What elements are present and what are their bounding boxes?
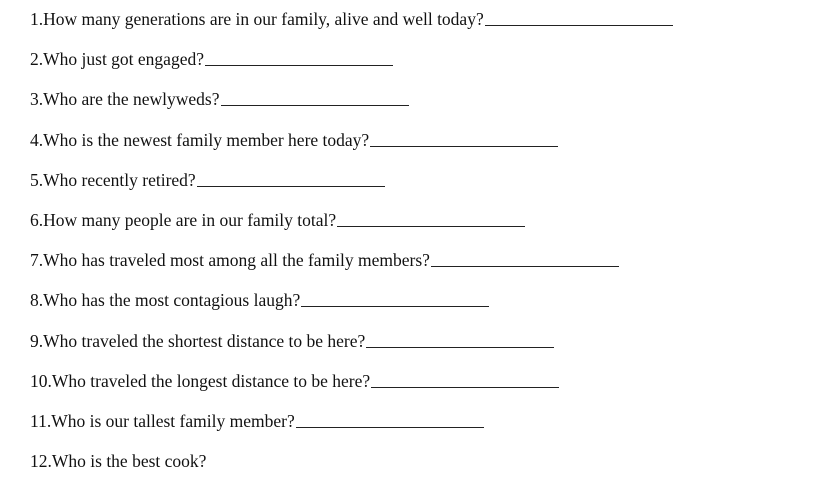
question-number: 11.	[30, 410, 52, 431]
question-item	[30, 87, 673, 127]
question-text: Who traveled the longest distance to be here?	[51, 370, 371, 391]
question-text: How many generations are in our family, alive and well today?	[43, 9, 484, 29]
question-item	[30, 208, 673, 248]
question-item	[30, 329, 673, 369]
question-item	[30, 409, 673, 449]
question-list	[30, 7, 673, 489]
question-number: 10.	[30, 370, 52, 391]
question-item	[30, 288, 673, 328]
question-item	[30, 168, 673, 208]
answer-blank[interactable]	[431, 248, 619, 267]
question-number: 2.	[30, 49, 44, 70]
answer-blank[interactable]	[485, 7, 673, 26]
question-number: 5.	[30, 169, 44, 190]
question-number: 4.	[30, 129, 44, 150]
answer-blank[interactable]	[370, 128, 558, 147]
question-text: How many people are in our family total?	[43, 209, 337, 230]
question-text: Who recently retired?	[43, 169, 196, 190]
question-number: 3.	[30, 89, 44, 110]
question-number: 7.	[30, 250, 44, 271]
question-number: 6.	[30, 209, 44, 230]
answer-blank[interactable]	[366, 329, 554, 348]
answer-blank[interactable]	[296, 409, 484, 428]
question-item	[30, 47, 673, 87]
question-item	[30, 369, 673, 409]
answer-blank[interactable]	[337, 208, 525, 227]
question-text: Who traveled the shortest distance to be here?	[43, 330, 366, 351]
question-text: Who is the newest family member here today?	[43, 129, 370, 150]
question-text: Who are the newlyweds?	[43, 89, 220, 110]
question-item	[30, 128, 673, 168]
answer-blank[interactable]	[301, 288, 489, 307]
question-item	[30, 449, 673, 489]
answer-blank[interactable]	[371, 369, 559, 388]
question-number: 12.	[30, 451, 52, 472]
answer-blank[interactable]	[205, 47, 393, 66]
question-number: 9.	[30, 330, 44, 351]
question-text: Who is the best cook?	[51, 451, 207, 472]
question-number: 1.	[30, 9, 44, 29]
answer-blank[interactable]	[221, 87, 409, 106]
question-item	[30, 7, 673, 47]
question-text: Who has the most contagious laugh?	[43, 290, 301, 311]
question-text: Who has traveled most among all the family members?	[43, 250, 430, 271]
question-item	[30, 248, 673, 288]
question-text: Who is our tallest family member?	[51, 410, 295, 431]
question-text: Who just got engaged?	[43, 49, 204, 70]
answer-blank[interactable]	[197, 168, 385, 187]
question-number: 8.	[30, 290, 44, 311]
